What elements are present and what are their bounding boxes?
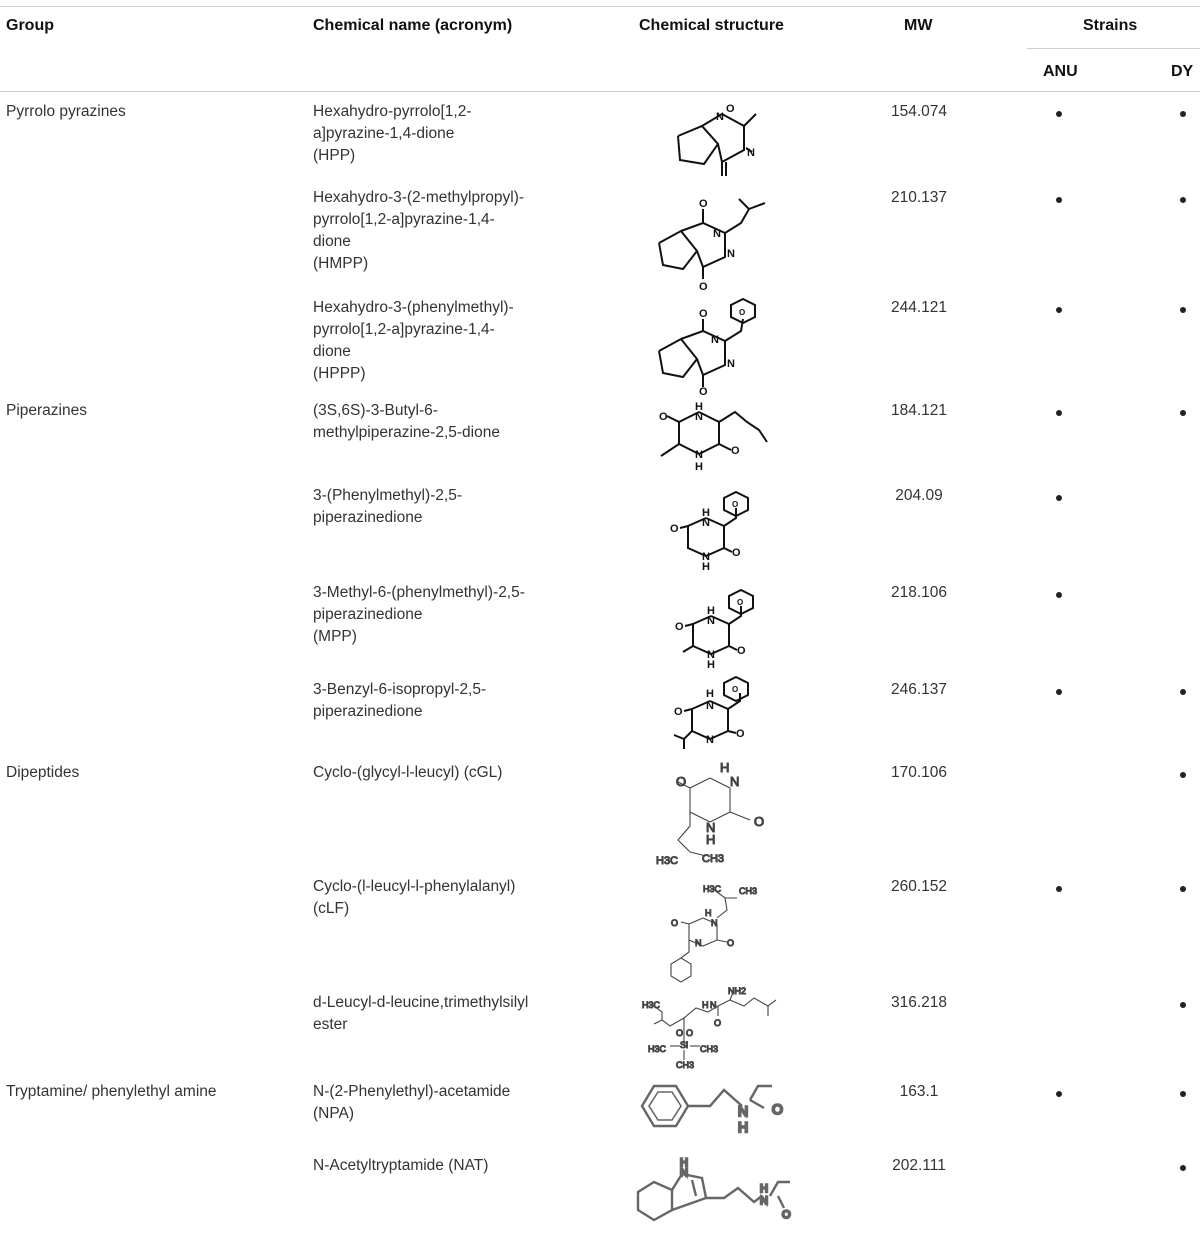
structure-hpp (660, 92, 780, 182)
atom-label: H3C (703, 884, 722, 894)
atom-label: O (676, 774, 687, 789)
atom-label: H (695, 401, 703, 413)
phenyl-ring-marker: O (732, 685, 739, 694)
dy-presence-dot (1180, 772, 1186, 778)
chemical-name: Cyclo-(glycyl-l-leucyl) (cGL) (313, 764, 503, 781)
anu-presence-dot (1056, 307, 1062, 313)
atom-label: N (727, 248, 735, 260)
structure-mpp (675, 588, 785, 673)
mw-value: 202.111 (892, 1157, 946, 1174)
atom-label: H3C (648, 1044, 667, 1054)
dy-presence-dot (1180, 111, 1186, 117)
atom-label: O (676, 1028, 684, 1038)
chemical-name: N-Acetyltryptamide (NAT) (313, 1157, 489, 1174)
anu-presence-dot (1056, 197, 1062, 203)
atom-label: H3C (656, 855, 679, 867)
group-label: Piperazines (6, 402, 87, 419)
atom-label: H (707, 659, 715, 671)
atom-label: O (675, 621, 684, 633)
chemical-name: Hexahydro-pyrrolo[1,2- a]pyrazine-1,4-dione (HPP) (313, 103, 472, 164)
group-label: Dipeptides (6, 764, 80, 781)
dy-presence-dot (1180, 1091, 1186, 1097)
atom-label: O (686, 1028, 694, 1038)
atom-label: O (731, 445, 740, 457)
header-mw: MW (904, 17, 933, 34)
mw-value: 204.09 (895, 487, 943, 504)
atom-label: N (707, 649, 715, 661)
atom-label: O (772, 1101, 783, 1117)
structure-npa (632, 1072, 792, 1147)
atom-label: N (710, 1000, 717, 1010)
atom-label: N (707, 615, 715, 627)
atom-label: N (747, 147, 755, 159)
structure-phenylmethyl-piperazinedione (670, 490, 780, 575)
mw-value: 260.152 (890, 878, 948, 895)
atom-label: O (699, 386, 708, 398)
atom-label: N (711, 918, 718, 928)
dy-presence-dot (1180, 410, 1186, 416)
chemical-name: d-Leucyl-d-leucine,trimethylsilyl ester (313, 994, 529, 1033)
chemical-name: N-(2-Phenylethyl)-acetamide (NPA) (313, 1083, 511, 1122)
atom-label: CH3 (676, 1060, 695, 1070)
mw-value: 170.106 (890, 764, 948, 781)
chemical-name: Hexahydro-3-(phenylmethyl)- pyrrolo[1,2-a]pyrazine-1,4- dione (HPPP) (313, 299, 514, 382)
phenyl-ring-marker: O (739, 308, 746, 317)
structure-cgl (650, 760, 780, 870)
anu-presence-dot (1056, 410, 1062, 416)
atom-label: H (702, 1000, 709, 1010)
structure-hppp (655, 297, 775, 398)
chemical-name: 3-(Phenylmethyl)-2,5- piperazinedione (313, 487, 463, 526)
atom-label: O (732, 547, 741, 559)
group-label: Pyrrolo pyrazines (6, 103, 126, 120)
dy-presence-dot (1180, 689, 1186, 695)
atom-label: H (702, 507, 710, 519)
group-label: Tryptamine/ phenylethyl amine (6, 1083, 217, 1100)
header-chemical-structure: Chemical structure (639, 17, 784, 34)
atom-label: O (727, 938, 735, 948)
header-strains: Strains (1083, 17, 1138, 34)
atom-label: H (707, 605, 715, 617)
structure-clf (665, 884, 775, 984)
anu-presence-dot (1056, 1091, 1062, 1097)
dy-presence-dot (1180, 307, 1186, 313)
atom-label: H (695, 461, 703, 473)
atom-label: O (674, 706, 683, 718)
atom-label: CH3 (739, 886, 758, 896)
atom-label: N (706, 700, 714, 712)
atom-label: CH3 (700, 1044, 719, 1054)
atom-label: H (680, 1157, 688, 1169)
header-chemical-name: Chemical name (acronym) (313, 17, 513, 34)
anu-presence-dot (1056, 886, 1062, 892)
structure-leucyl-leucine-tms (640, 986, 800, 1071)
dy-presence-dot (1180, 886, 1186, 892)
atom-label: O (737, 645, 746, 657)
dy-presence-dot (1180, 1002, 1186, 1008)
chemical-name: 3-Methyl-6-(phenylmethyl)-2,5- piperazinedione (MPP) (313, 584, 525, 645)
mw-value: 210.137 (890, 189, 948, 206)
atom-label: H (720, 760, 730, 775)
atom-label: N (706, 820, 716, 835)
atom-label: O (714, 1018, 722, 1028)
atom-label: O (754, 814, 765, 829)
atom-label: O (670, 523, 679, 535)
mw-value: 163.1 (899, 1083, 939, 1100)
atom-label: N (711, 334, 719, 346)
atom-label: N (760, 1195, 768, 1207)
phenyl-ring-marker: O (732, 500, 739, 509)
structure-benzyl-isopropyl-piperazinedione (670, 675, 780, 755)
atom-label: O (699, 281, 708, 293)
mw-value: 154.074 (890, 103, 948, 120)
atom-label: O (699, 308, 708, 320)
mw-value: 246.137 (890, 681, 948, 698)
table-top-rule (0, 6, 1200, 7)
anu-presence-dot (1056, 495, 1062, 501)
atom-label: H (706, 832, 716, 847)
mw-value: 244.121 (890, 299, 948, 316)
atom-label: O (659, 411, 668, 423)
atom-label: N (680, 1167, 688, 1179)
atom-label: N (695, 449, 703, 461)
atom-label: H (702, 561, 710, 573)
atom-label: H (706, 688, 714, 700)
atom-label: O (782, 1209, 791, 1221)
anu-presence-dot (1056, 592, 1062, 598)
structure-hmpp (655, 195, 775, 293)
chemical-name: 3-Benzyl-6-isopropyl-2,5- piperazinedione (313, 681, 487, 720)
chemical-name: (3S,6S)-3-Butyl-6- methylpiperazine-2,5-dione (313, 402, 500, 441)
atom-label: CH3 (702, 853, 725, 865)
atom-label: N (716, 111, 724, 123)
dy-presence-dot (1180, 1165, 1186, 1171)
header-dy: DY (1171, 63, 1194, 80)
atom-label: N (695, 938, 702, 948)
atom-label: O (699, 198, 708, 210)
atom-label: O (671, 918, 679, 928)
atom-label: N (727, 358, 735, 370)
strains-rule (1027, 48, 1200, 49)
structure-butyl-methyl-piperazinedione (655, 400, 775, 475)
atom-label: N (730, 774, 740, 789)
header-anu: ANU (1043, 63, 1078, 80)
atom-label: N (713, 228, 721, 240)
phenyl-ring-marker: O (737, 598, 744, 607)
atom-label: H (760, 1183, 768, 1195)
mw-value: 218.106 (890, 584, 948, 601)
atom-label: H3C (642, 1000, 661, 1010)
atom-label: N (706, 734, 714, 746)
anu-presence-dot (1056, 111, 1062, 117)
atom-label: N (702, 517, 710, 529)
header-group: Group (6, 17, 54, 34)
chemical-name: Cyclo-(l-leucyl-l-phenylalanyl) (cLF) (313, 878, 516, 917)
atom-label: N (702, 551, 710, 563)
atom-label: NH2 (728, 986, 747, 996)
anu-presence-dot (1056, 689, 1062, 695)
mw-value: 184.121 (890, 402, 948, 419)
atom-label: O (736, 728, 745, 740)
dy-presence-dot (1180, 197, 1186, 203)
atom-label: N (695, 411, 703, 423)
atom-label: N (738, 1103, 749, 1119)
mw-value: 316.218 (890, 994, 948, 1011)
atom-label: H (738, 1119, 749, 1135)
structure-nat (632, 1152, 802, 1232)
header-bottom-rule (0, 91, 1200, 92)
chemical-name: Hexahydro-3-(2-methylpropyl)- pyrrolo[1,2-a]pyrazine-1,4- dione (HMPP) (313, 189, 525, 272)
atom-label: H (705, 908, 712, 918)
atom-label: Si (680, 1040, 689, 1050)
atom-label: O (726, 103, 735, 115)
